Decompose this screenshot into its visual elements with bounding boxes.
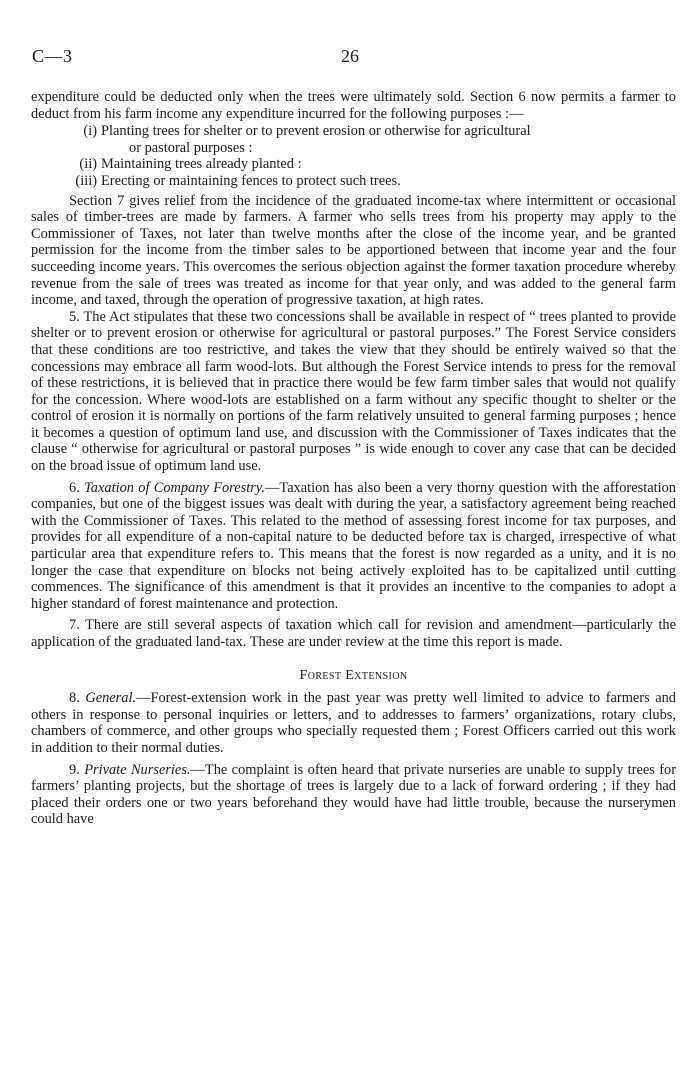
paragraph-number: 8. bbox=[69, 690, 80, 707]
paragraph-title: Private Nurseries. bbox=[84, 761, 191, 778]
list-item-number: (ii) bbox=[79, 156, 97, 173]
list-item-text: Planting trees for shelter or to prevent erosion or otherwise for agricultural bbox=[101, 123, 531, 140]
paragraph-title: Taxation of Company Forestry. bbox=[84, 479, 266, 496]
page-number: 26 bbox=[341, 46, 359, 66]
paragraph-text: —Taxation has also been a very thorny question with the afforestation companies, but one of the biggest issues was dealt with during the year, a satisfactory agreement being reached with the Commissioner of Taxes. This related to the method of assessing forest income for tax purposes, and provides for all expenditure of a non-capital nature to be deducted before tax is charged, irrespective of what particular area that expenditure refers to. This means that the forest is now regarded as a unity, and it is no longer the case that expenditure on blocks not being actively exploited has to be capitalized until cutting commences. The significance of this amendment is that it provides an incentive to the companies to adopt a higher standard of forest maintenance and protection. bbox=[31, 479, 676, 612]
list-item bbox=[31, 156, 676, 173]
list-item-text: Erecting or maintaining fences to protect such trees. bbox=[101, 172, 401, 189]
paragraph-text: —The complaint is often heard that private nurseries are unable to supply trees for farmers’ planting projects, but the shortage of trees is largely due to a lack of forward ordering ; if they had placed their orders one or two years beforehand they would have had little trouble, because the nurserymen could have bbox=[31, 761, 676, 828]
section-heading: Forest Extension bbox=[299, 667, 408, 683]
list-item-number: (iii) bbox=[75, 172, 97, 189]
purposes-list bbox=[31, 123, 676, 189]
list-item-number: (i) bbox=[83, 123, 97, 140]
paragraph-9 bbox=[31, 762, 676, 828]
paragraph-text: —Forest-extension work in the past year was pretty well limited to advice to farmers and others in response to personal inquiries or letters, and to addresses to farmers’ organizations, rotary clubs, chambers of commerce, and other groups who specially requested them ; Forest Officers carried out this work in addition to their normal duties. bbox=[31, 690, 676, 756]
paragraph-5: 5. The Act stipulates that these two concessions shall be available in respect of “ trees planted to provide shelter or to prevent erosion or otherwise for agricultural or pastoral purposes.” The Forest Service considers that these conditions are too restrictive, and takes the view that they should be entirely waived so that the concessions may embrace all farm wood-lots. But although the Forest Service intends to press for the removal of these restrictions, it is believed that in practice there would be few farm timber sales that would not qualify for the concession. Where wood-lots are established on a farm without any specific thought to shelter or the control of erosion it is normally on portions of the farm relatively unsuited to general farming purposes ; hence it becomes a question of optimum land use, and discussion with the Commissioner of Taxes indicates that the clause “ otherwise for agricultural or pastoral purposes ” is wide enough to cover any case that can be decided on the broad issue of optimum land use. bbox=[31, 308, 676, 475]
paragraph-6 bbox=[31, 480, 676, 613]
list-item-text-continued: or pastoral purposes : bbox=[129, 139, 253, 156]
document-reference: C—3 bbox=[32, 46, 73, 66]
paragraph-8 bbox=[31, 690, 676, 756]
list-item bbox=[31, 123, 676, 156]
paragraph-title: General. bbox=[85, 690, 137, 707]
paragraph-number: 6. bbox=[69, 479, 80, 496]
document-body bbox=[31, 89, 676, 828]
list-item-text: Maintaining trees already planted : bbox=[101, 156, 302, 173]
list-item bbox=[31, 173, 676, 190]
paragraph-7: 7. There are still several aspects of taxation which call for revision and amendment—particularly the application of the graduated land-tax. These are under review at the time this report is made. bbox=[31, 617, 676, 650]
paragraph-section-7: Section 7 gives relief from the incidence of the graduated income-tax where intermittent or occasional sales of timber-trees are made by farmers. A farmer who sells trees from his property may apply to the Commissioner of Taxes, not later than twelve months after the close of the income year, and be granted permission for the income from the timber sales to be apportioned between that income year and the four succeeding income years. This overcomes the serious objection against the former taxation procedure whereby revenue from the sale of trees was treated as income for that year only, and was added to the general farm income, and taxed, through the operation of progressive taxation, at high rates. bbox=[31, 192, 676, 309]
paragraph-number: 9. bbox=[69, 761, 80, 778]
paragraph-continuation: expenditure could be deducted only when the trees were ultimately sold. Section 6 now permits a farmer to deduct from his farm income any expenditure incurred for the following purposes :— bbox=[31, 89, 676, 122]
